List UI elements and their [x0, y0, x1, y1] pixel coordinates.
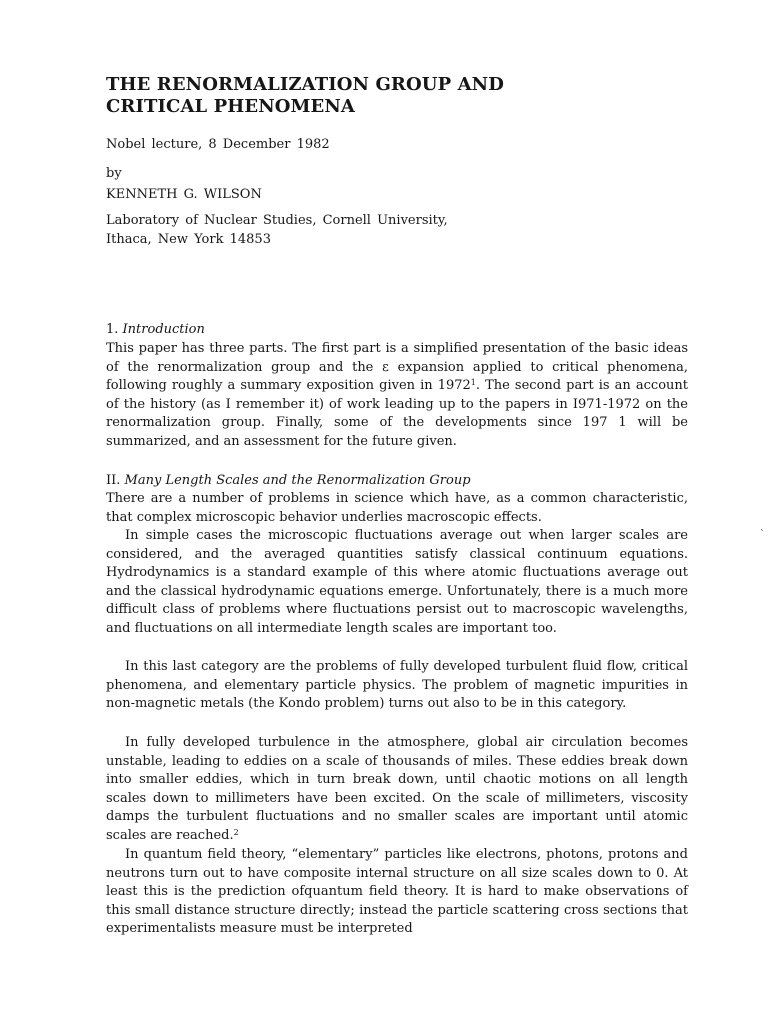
paragraph: In this last category are the problems of fully developed turbulent fluid flow, critical phenomena, and elementary particle physics. The problem of magnetic impurities in non-magnetic metals (the Kondo problem) turns out also to be in this category. [106, 659, 688, 712]
footnote-ref: 2 [233, 827, 239, 837]
section-title: Introduction [122, 322, 205, 337]
title-line-1: THE RENORMALIZATION GROUP AND [106, 74, 504, 95]
title-line-2: CRITICAL PHENOMENA [106, 96, 355, 117]
margin-mark: ` [760, 530, 765, 540]
section-heading-introduction [106, 320, 205, 339]
paragraph: In fully developed turbulence in the atmosphere, global air circulation becomes unstable, leading to eddies on a scale of thousands of miles. These eddies break down into smaller eddies, which in turn break down, until chaotic motions on all length scales down to millimeters have been excited. On the scale of millimeters, viscosity damps the turbulent fluctuations and no smaller scales are important until atomic scales are reached.$^2$ [106, 735, 688, 843]
affiliation [106, 211, 448, 249]
section-number: II. [106, 473, 121, 488]
footnote-ref: 1 [470, 378, 476, 388]
by-line: by [106, 166, 122, 181]
lecture-line: Nobel lecture, 8 December 1982 [106, 137, 330, 152]
paragraph: In simple cases the microscopic fluctuations average out when larger scales are considered, and the averaged quantities satisfy classical continuum equations. Hydrodynamics is a standard example of this where atomic fluctuations average out and the classical hydrodynamic equations emerge. Unfortunately, there is a much more difficult class of problems where fluctuations persist out to macroscopic wavelengths, and fluctuations on all intermediate length scales are important too. [106, 528, 688, 636]
paragraph: There are a number of problems in science which have, as a common characteristic, that complex microscopic behavior underlies macroscopic effects. [106, 491, 688, 525]
section-title: Many Length Scales and the Renormalization Group [124, 473, 471, 488]
author-name: KENNETH G. WILSON [106, 187, 262, 202]
section-heading-length-scales [106, 471, 471, 490]
paper-title [106, 74, 504, 118]
paragraph: This paper has three parts. The first part is a simplified presentation of the basic ideas of the renormalization group and the ε expansion applied to critical phenomena, following roughly a summary exposition given in 1972$^1$. The second part is an account of the history (as I remember it) of work leading up to the papers in I971-1972 on the renormalization group. Finally, some of the developments since 197 1 will be summarized, and an assessment for the future given. [106, 341, 688, 449]
paragraph: In quantum field theory, “elementary” particles like electrons, photons, protons and neutrons turn out to have composite internal structure on all size scales down to 0. At least this is the prediction ofquantum field theory. It is hard to make observations of this small distance structure directly; instead the particle scattering cross sections that experimentalists measure must be interpreted [106, 847, 688, 937]
section-number: 1. [106, 322, 119, 337]
affiliation-line-2: Ithaca, New York 14853 [106, 232, 271, 247]
affiliation-line-1: Laboratory of Nuclear Studies, Cornell University, [106, 213, 448, 228]
